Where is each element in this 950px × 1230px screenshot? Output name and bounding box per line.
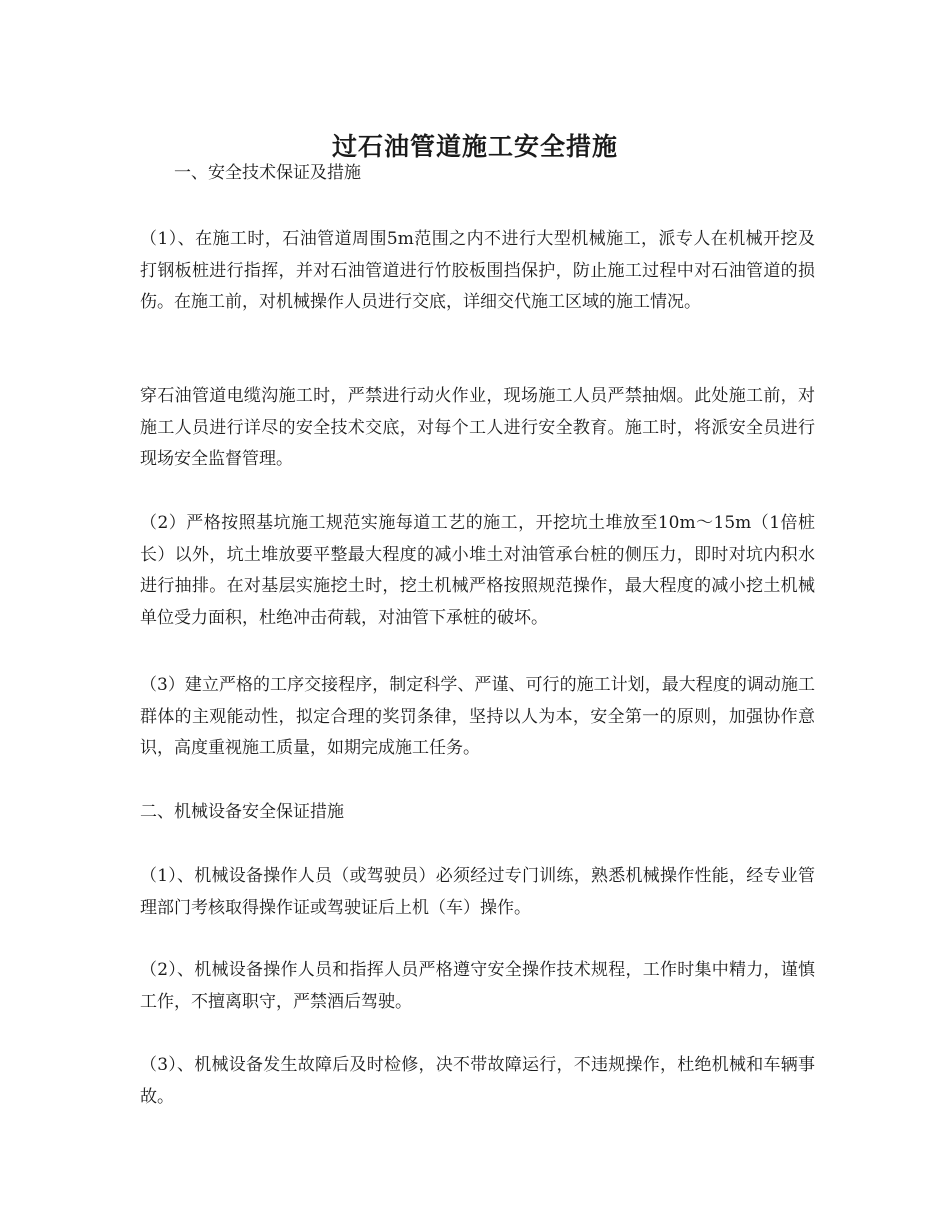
section-heading-safety-technical: 一、安全技术保证及措施 xyxy=(174,163,361,183)
paragraph-item-3: （3）建立严格的工序交接程序，制定科学、严谨、可行的施工计划，最大程度的调动施工群体的主观能动性，拟定合理的奖罚条律，坚持以人为本，安全第一的原则，加强协作意识，高度重视施工质量，如期完成施工任务。 xyxy=(140,675,815,758)
paragraph-item-2: （2）严格按照基坑施工规范实施每道工艺的施工，开挖坑土堆放至10m～15m（1倍桩长）以外，坑土堆放要平整最大程度的减小堆土对油管承台桩的侧压力，即时对坑内积水进行抽排。在对基层实施挖土时，挖土机械严格按照规范操作，最大程度的减小挖土机械单位受力面积，杜绝冲击荷载，对油管下承桩的破坏。 xyxy=(140,513,815,628)
document-title: 过石油管道施工安全措施 xyxy=(331,131,618,161)
paragraph-machinery-3: （3）、机械设备发生故障后及时检修，决不带故障运行，不违规操作，杜绝机械和车辆事故。 xyxy=(140,1055,815,1107)
paragraph-item-1: （1）、在施工时，石油管道周围5m范围之内不进行大型机械施工，派专人在机械开挖及打钢板桩进行指挥，并对石油管道进行竹胶板围挡保护，防止施工过程中对石油管道的损伤。在施工前，对机械操作人员进行交底，详细交代施工区域的施工情况。 xyxy=(140,229,815,312)
paragraph-cable-trench: 穿石油管道电缆沟施工时，严禁进行动火作业，现场施工人员严禁抽烟。此处施工前，对施工人员进行详尽的安全技术交底，对每个工人进行安全教育。施工时，将派安全员进行现场安全监督管理。 xyxy=(140,386,815,469)
paragraph-machinery-2: （2）、机械设备操作人员和指挥人员严格遵守安全操作技术规程，工作时集中精力，谨慎工作，不擅离职守，严禁酒后驾驶。 xyxy=(140,960,815,1012)
paragraph-machinery-1: （1）、机械设备操作人员（或驾驶员）必须经过专门训练，熟悉机械操作性能，经专业管理部门考核取得操作证或驾驶证后上机（车）操作。 xyxy=(140,866,815,918)
section-heading-machinery-safety: 二、机械设备安全保证措施 xyxy=(140,802,344,822)
